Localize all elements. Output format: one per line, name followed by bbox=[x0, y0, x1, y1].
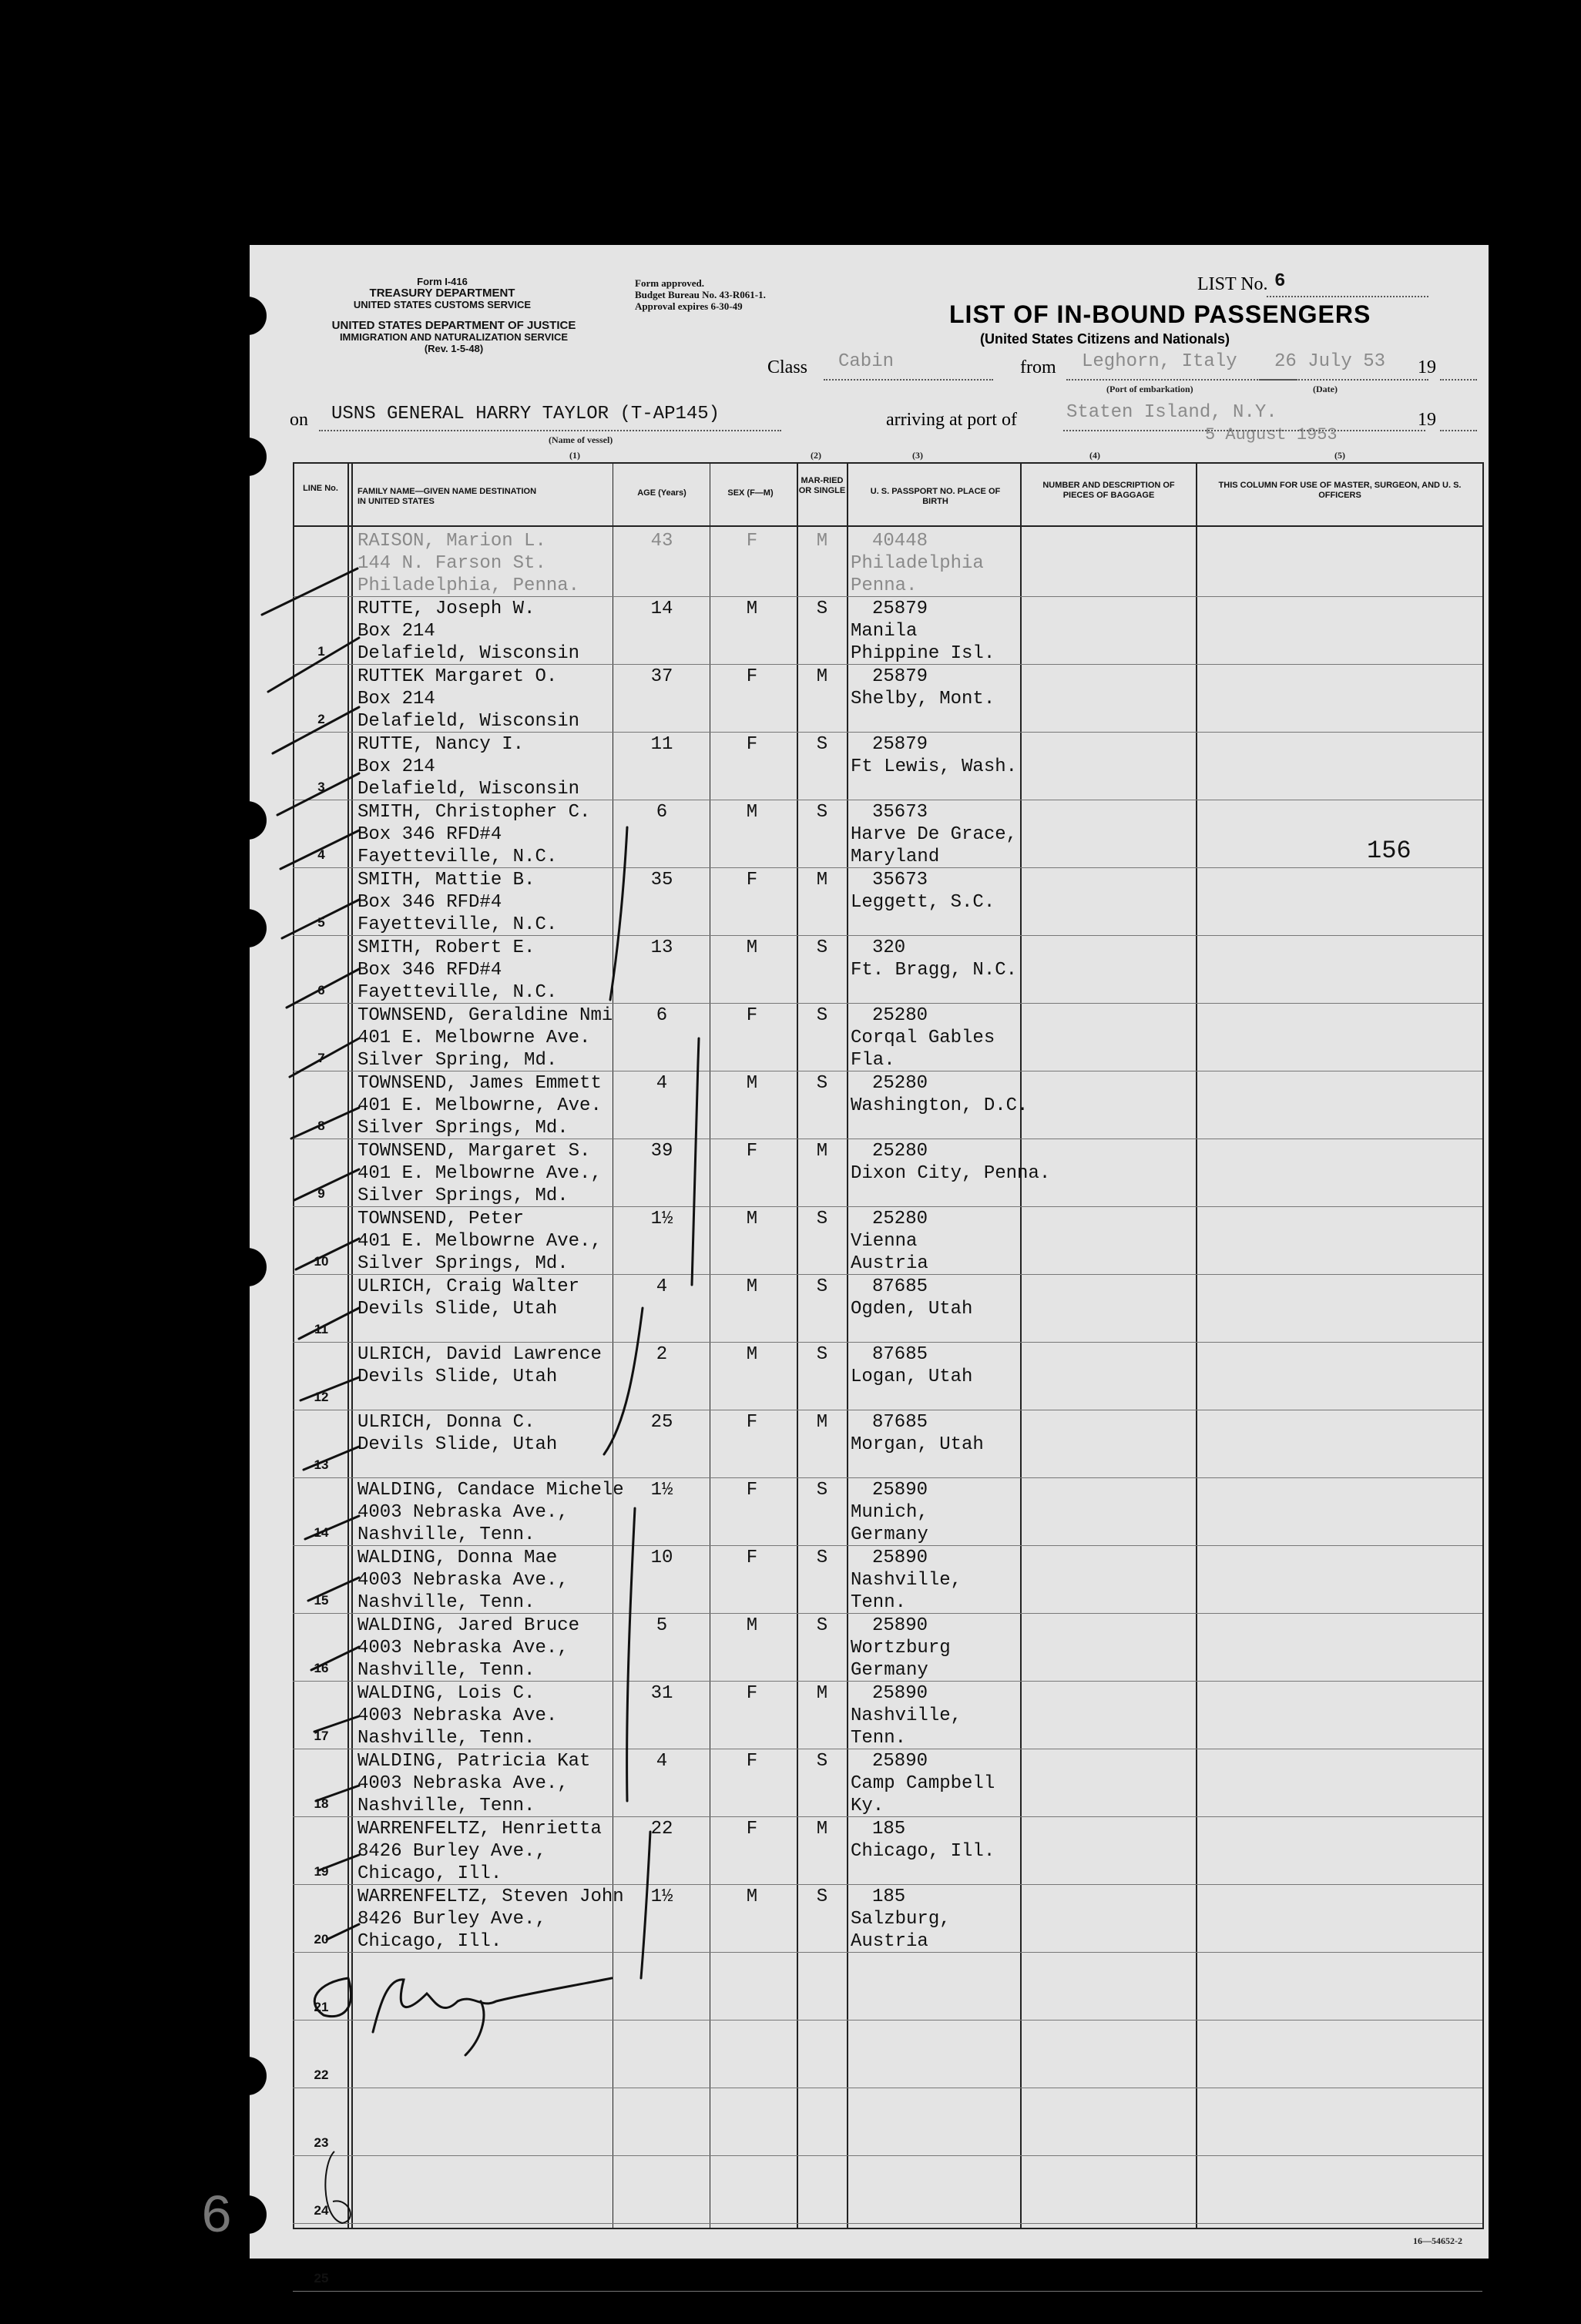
passenger-address: Box 346 RFD#4 bbox=[357, 824, 502, 845]
passport-number: 320 bbox=[872, 937, 906, 958]
passport-number: 35673 bbox=[872, 802, 928, 823]
list-no-label: LIST No. bbox=[1197, 274, 1268, 294]
birthplace: Tenn. bbox=[851, 1592, 907, 1613]
passenger-age: 39 bbox=[650, 1141, 673, 1162]
on-label: on bbox=[290, 410, 308, 430]
birthplace: Munich, bbox=[851, 1502, 928, 1523]
line-number: 13 bbox=[314, 1457, 329, 1472]
passenger-marital: S bbox=[816, 1886, 828, 1907]
birthplace: Harve De Grace, bbox=[851, 824, 1018, 845]
doj-block: UNITED STATES DEPARTMENT OF JUSTICE IMMIGRATION AND NATURALIZATION SERVICE (Rev. 1-5-48) bbox=[331, 319, 576, 354]
passport-number: 25280 bbox=[872, 1073, 928, 1094]
arrival-port: Staten Island, N.Y. bbox=[1066, 402, 1277, 423]
passenger-sex: F bbox=[746, 666, 758, 687]
date-caption: (Date) bbox=[1313, 384, 1338, 394]
passenger-marital: S bbox=[816, 1276, 828, 1297]
birthplace: Wortzburg bbox=[851, 1638, 951, 1658]
passenger-sex: M bbox=[746, 937, 758, 958]
passenger-address: Fayetteville, N.C. bbox=[357, 982, 558, 1003]
passenger-name: WALDING, Lois C. bbox=[357, 1683, 535, 1704]
from-label: from bbox=[1020, 357, 1056, 377]
passenger-address: 401 E. Melbowrne Ave. bbox=[357, 1028, 591, 1048]
passenger-name: TOWNSEND, Peter bbox=[357, 1209, 525, 1229]
vessel-name: USNS GENERAL HARRY TAYLOR (T-AP145) bbox=[331, 404, 720, 424]
class-value: Cabin bbox=[838, 351, 895, 372]
passport-number: 25890 bbox=[872, 1615, 928, 1636]
birthplace: Fla. bbox=[851, 1050, 895, 1071]
passenger-address: Silver Springs, Md. bbox=[357, 1118, 569, 1139]
birthplace: Camp Campbell bbox=[851, 1773, 995, 1794]
birthplace: Penna. bbox=[851, 575, 918, 596]
passenger-sex: F bbox=[746, 1683, 758, 1704]
birthplace: Austria bbox=[851, 1253, 928, 1274]
line-number: 14 bbox=[314, 1525, 329, 1540]
passenger-address: Nashville, Tenn. bbox=[357, 1592, 535, 1613]
passenger-sex: F bbox=[746, 1141, 758, 1162]
passenger-name: RUTTE, Nancy I. bbox=[357, 734, 525, 755]
col-name: FAMILY NAME—GIVEN NAME DESTINATION IN UNITED STATES bbox=[357, 487, 537, 506]
passenger-address: Chicago, Ill. bbox=[357, 1931, 502, 1952]
passenger-address: 401 E. Melbowrne, Ave. bbox=[357, 1095, 602, 1116]
passenger-address: Philadelphia, Penna. bbox=[357, 575, 580, 596]
passenger-marital: S bbox=[816, 1751, 828, 1772]
passenger-age: 1½ bbox=[650, 1886, 673, 1907]
passenger-address: Nashville, Tenn. bbox=[357, 1796, 535, 1816]
passenger-name: RUTTE, Joseph W. bbox=[357, 599, 535, 619]
birthplace: Ft Lewis, Wash. bbox=[851, 756, 1018, 777]
passenger-address: 401 E. Melbowrne Ave., bbox=[357, 1163, 602, 1184]
manifest-page: Form I-416 TREASURY DEPARTMENT UNITED STATES CUSTOMS SERVICE Form approved. Budget Bureau No. 43-R061-1. Approval expires 6-30-49 UNITED STATES DEPARTMENT OF JUSTICE IMMIGRATION AND NATURALIZATION SERVICE (Rev. 1-5-48) LIST No. 6 LIST OF IN-BOUND PASSENGERS (United States Citizens and Nationals) Class Cabin from Leghorn, Italy (Port of embarkation) 26 July 53 (Date) 19 on USNS GENERAL HARRY TAYLOR (T-AP145) (Name of vessel) arriving at port of Staten Island, N.Y. 5 August 1953 19 (1) (2) (3) (4) (5) LINE No. FAMILY NAME—GIVEN NAME DESTINATION IN UNITED STATES AGE (Years) SEX (F—M) MAR-RIED OR SINGLE U. S. PASSPORT NO. PLACE OF BIRTH NUMBER AND DESCRIPTION OF PIECES OF BAGGAGE THIS COLUMN FOR USE OF MASTER, SURGEON, AND U. S. OFFICERS RAISON, Marion L. 144 N. Farson St. Philadelphia, Penna. 43 F M 40448 Philadelphia Penna. 1 RUTTE, Joseph W. Box 214 Delafield, Wisconsin 14 M S 25879 Manila Phippine Isl. 2 RUTTEK Margaret O. Box 214 Delafield, Wisconsin 37 F M 25879 Shelby, Mont. 3 RUTTE, Nancy I. Box 214 Delafield, Wisconsin 11 F S 25879 Ft Lewis, Wash. 4 SMITH, Christopher C. Box 346 RFD#4 Fayetteville, N.C. 6 M S 35673 Harve De Grace, Maryland 5 SMITH, Mattie B. Box 346 RFD#4 Fayetteville, N.C. 35 F M 35673 Leggett, S.C. 6 SMITH, Robert E. Box 346 RFD#4 Fayetteville, N.C. 13 M S 320 Ft. Bragg, N.C. 7 TOWNSEND, Geraldine Nmi 401 E. Melbowrne Ave. Silver Spring, Md. 6 F S 25280 Corqal Gables Fla. 8 TOWNSEND, James Emmett 401 E. Melbowrne, Ave. Silver Springs, Md. 4 M S 25280 Washington, D.C. 9 TOWNSEND, Margaret S. 401 E. Melbowrne Ave., Silver Springs, Md. 39 F M 25280 Dixon City, Penna. 10 TOWNSEND, Peter 401 E. Melbowrne Ave., Silver Springs, Md. 1½ M S 25280 Vienna Austria 11 ULRICH, Craig Walter Devils Slide, Utah 4 M S 87685 Ogden, Utah 12 ULRICH, David Lawrence Devils Slide, Utah 2 M S 87685 Logan, Utah 13 ULRICH, Donna C. Devils Slide, Utah 25 F M 87685 Morgan, Utah 14 WALDING, Candace Michele 4003 Nebraska Ave., Nashville, Tenn. 1½ F S 25890 Munich, Germany 15 WALDING, Donna Mae 4003 Nebraska Ave., Nashville, Tenn. 10 F S 25890 Nashville, Tenn. 16 WALDING, Jared Bruce 4003 Nebraska Ave., Nashville, Tenn. 5 M S 25890 Wortzburg Germany 17 WALDING, Lois C. 4003 Nebraska Ave. Nashville, Tenn. 31 F M 25890 Nashville, Tenn. 18 WALDING, Patricia Kat 4003 Nebraska Ave., Nashville, Tenn. 4 F S 25890 Camp Campbell Ky. 19 WARRENFELTZ, Henrietta 8426 Burley Ave., Chicago, Ill. 22 F M 185 Chicago, Ill. 20 WARRENFELTZ, Steven John 8426 Burley Ave., Chicago, Ill. 1½ M S 185 Salzburg, Austria 21 22 23 24 25 156 16—54652-2 bbox=[250, 245, 1489, 2259]
passenger-marital: S bbox=[816, 1615, 828, 1636]
birthplace: Logan, Utah bbox=[851, 1367, 973, 1387]
approval-block: Form approved. Budget Bureau No. 43-R061-1. Approval expires 6-30-49 bbox=[635, 277, 766, 312]
birthplace: Phippine Isl. bbox=[851, 643, 995, 664]
passenger-age: 5 bbox=[656, 1615, 668, 1636]
arrival-date: 5 August 1953 bbox=[1205, 425, 1338, 444]
passenger-sex: F bbox=[746, 1480, 758, 1501]
form-footer: 16—54652-2 bbox=[1413, 2235, 1462, 2246]
birthplace: Ogden, Utah bbox=[851, 1299, 973, 1320]
line-number: 11 bbox=[314, 1322, 328, 1336]
passport-number: 87685 bbox=[872, 1412, 928, 1433]
passenger-name: SMITH, Mattie B. bbox=[357, 870, 535, 890]
form-number: Form I-416 bbox=[417, 276, 468, 287]
passenger-age: 35 bbox=[650, 870, 673, 890]
passenger-address: Fayetteville, N.C. bbox=[357, 847, 558, 867]
passenger-marital: M bbox=[816, 1141, 828, 1162]
birthplace: Nashville, bbox=[851, 1705, 962, 1726]
passenger-address: Delafield, Wisconsin bbox=[357, 643, 580, 664]
passenger-marital: M bbox=[816, 531, 828, 552]
line-number: 5 bbox=[317, 915, 325, 930]
passenger-age: 6 bbox=[656, 1005, 668, 1026]
passenger-name: TOWNSEND, Margaret S. bbox=[357, 1141, 591, 1162]
passenger-name: ULRICH, Donna C. bbox=[357, 1412, 535, 1433]
passenger-address: 4003 Nebraska Ave., bbox=[357, 1638, 569, 1658]
passenger-sex: F bbox=[746, 1751, 758, 1772]
binder-hole bbox=[228, 801, 267, 840]
birthplace: Austria bbox=[851, 1931, 928, 1952]
passenger-address: Silver Springs, Md. bbox=[357, 1253, 569, 1274]
passenger-age: 1½ bbox=[650, 1209, 673, 1229]
passenger-name: TOWNSEND, Geraldine Nmi bbox=[357, 1005, 613, 1026]
line-number: 22 bbox=[314, 2067, 329, 2082]
embarkation-date: 26 July 53 bbox=[1274, 351, 1386, 372]
passenger-sex: M bbox=[746, 599, 758, 619]
binder-hole bbox=[228, 2057, 267, 2095]
passenger-age: 4 bbox=[656, 1276, 668, 1297]
port-embark-caption: (Port of embarkation) bbox=[1106, 384, 1193, 394]
passenger-age: 4 bbox=[656, 1751, 668, 1772]
passport-number: 87685 bbox=[872, 1344, 928, 1365]
passenger-marital: S bbox=[816, 734, 828, 755]
passport-number: 35673 bbox=[872, 870, 928, 890]
passport-number: 185 bbox=[872, 1819, 906, 1839]
passenger-sex: M bbox=[746, 1615, 758, 1636]
birthplace: Salzburg, bbox=[851, 1909, 951, 1930]
passenger-age: 11 bbox=[650, 734, 673, 755]
passenger-name: ULRICH, Craig Walter bbox=[357, 1276, 580, 1297]
passenger-marital: S bbox=[816, 599, 828, 619]
line-number: 9 bbox=[317, 1186, 325, 1201]
passenger-age: 37 bbox=[650, 666, 673, 687]
passenger-address: Box 346 RFD#4 bbox=[357, 960, 502, 981]
passenger-sex: F bbox=[746, 734, 758, 755]
passport-number: 185 bbox=[872, 1886, 906, 1907]
passenger-address: Nashville, Tenn. bbox=[357, 1524, 535, 1545]
line-number: 20 bbox=[314, 1932, 329, 1947]
passenger-address: Nashville, Tenn. bbox=[357, 1660, 535, 1681]
passenger-age: 31 bbox=[650, 1683, 673, 1704]
passenger-name: ULRICH, David Lawrence bbox=[357, 1344, 602, 1365]
passenger-sex: M bbox=[746, 1209, 758, 1229]
binder-hole bbox=[228, 438, 267, 476]
line-number: 3 bbox=[317, 780, 325, 794]
passenger-sex: M bbox=[746, 1886, 758, 1907]
line-number: 16 bbox=[314, 1661, 329, 1675]
line-number: 21 bbox=[314, 2000, 329, 2014]
passenger-address: Silver Springs, Md. bbox=[357, 1185, 569, 1206]
passenger-marital: S bbox=[816, 802, 828, 823]
passenger-marital: S bbox=[816, 937, 828, 958]
passenger-address: Nashville, Tenn. bbox=[357, 1728, 535, 1749]
binder-hole bbox=[228, 909, 267, 947]
passenger-address: 8426 Burley Ave., bbox=[357, 1841, 546, 1862]
passenger-marital: S bbox=[816, 1480, 828, 1501]
passenger-name: SMITH, Robert E. bbox=[357, 937, 535, 958]
line-number: 7 bbox=[317, 1051, 325, 1065]
passport-number: 25890 bbox=[872, 1480, 928, 1501]
passenger-address: 4003 Nebraska Ave., bbox=[357, 1502, 569, 1523]
passenger-address: Box 214 bbox=[357, 689, 435, 709]
line-number: 19 bbox=[314, 1864, 329, 1879]
passport-number: 25890 bbox=[872, 1751, 928, 1772]
passenger-name: RAISON, Marion L. bbox=[357, 531, 546, 552]
passenger-marital: S bbox=[816, 1005, 828, 1026]
treasury-label: TREASURY DEPARTMENT bbox=[369, 287, 515, 300]
birthplace: Maryland bbox=[851, 847, 940, 867]
col-officers: THIS COLUMN FOR USE OF MASTER, SURGEON, AND U. S. OFFICERS bbox=[1218, 481, 1462, 500]
margin-mark: 6 bbox=[200, 2188, 233, 2249]
year-label: 19 bbox=[1418, 357, 1436, 377]
line-number: 2 bbox=[317, 712, 325, 726]
year-label-2: 19 bbox=[1418, 410, 1436, 430]
passport-number: 25890 bbox=[872, 1548, 928, 1568]
line-number: 23 bbox=[314, 2135, 329, 2150]
passenger-address: Fayetteville, N.C. bbox=[357, 914, 558, 935]
line-number: 1 bbox=[317, 644, 325, 659]
birthplace: Dixon City, Penna. bbox=[851, 1163, 1051, 1184]
line-number: 17 bbox=[314, 1729, 329, 1743]
vessel-caption: (Name of vessel) bbox=[549, 434, 613, 445]
passenger-marital: S bbox=[816, 1548, 828, 1568]
col-passport: U. S. PASSPORT NO. PLACE OF BIRTH bbox=[870, 487, 1001, 506]
officer-note: 156 bbox=[1367, 837, 1411, 865]
passenger-age: 1½ bbox=[650, 1480, 673, 1501]
passenger-address: Silver Spring, Md. bbox=[357, 1050, 558, 1071]
passenger-address: Devils Slide, Utah bbox=[357, 1434, 558, 1455]
col-age: AGE (Years) bbox=[637, 488, 686, 498]
passenger-address: Chicago, Ill. bbox=[357, 1863, 502, 1884]
passenger-sex: F bbox=[746, 1412, 758, 1433]
passenger-age: 25 bbox=[650, 1412, 673, 1433]
passenger-marital: M bbox=[816, 1412, 828, 1433]
birthplace: Nashville, bbox=[851, 1570, 962, 1591]
birthplace: Germany bbox=[851, 1524, 928, 1545]
passport-number: 87685 bbox=[872, 1276, 928, 1297]
passenger-address: 401 E. Melbowrne Ave., bbox=[357, 1231, 602, 1252]
line-number: 4 bbox=[317, 847, 325, 862]
passport-number: 25879 bbox=[872, 599, 928, 619]
birthplace: Ft. Bragg, N.C. bbox=[851, 960, 1018, 981]
binder-hole bbox=[228, 297, 267, 335]
passenger-age: 22 bbox=[650, 1819, 673, 1839]
passenger-marital: M bbox=[816, 666, 828, 687]
passenger-age: 14 bbox=[650, 599, 673, 619]
passenger-name: SMITH, Christopher C. bbox=[357, 802, 591, 823]
passenger-sex: M bbox=[746, 802, 758, 823]
passenger-age: 6 bbox=[656, 802, 668, 823]
binder-hole bbox=[228, 2195, 267, 2234]
passenger-sex: F bbox=[746, 870, 758, 890]
passenger-name: WALDING, Candace Michele bbox=[357, 1480, 624, 1501]
passenger-marital: S bbox=[816, 1344, 828, 1365]
passenger-address: 4003 Nebraska Ave., bbox=[357, 1570, 569, 1591]
birthplace: Ky. bbox=[851, 1796, 884, 1816]
line-number: 10 bbox=[314, 1254, 329, 1269]
passport-number: 25280 bbox=[872, 1141, 928, 1162]
passenger-address: 4003 Nebraska Ave., bbox=[357, 1773, 569, 1794]
passenger-sex: M bbox=[746, 1344, 758, 1365]
passenger-address: Devils Slide, Utah bbox=[357, 1299, 558, 1320]
passenger-marital: M bbox=[816, 1819, 828, 1839]
passenger-name: WARRENFELTZ, Steven John bbox=[357, 1886, 624, 1907]
handwritten-marks bbox=[250, 245, 1489, 2259]
passenger-address: 144 N. Farson St. bbox=[357, 553, 546, 574]
birthplace: Shelby, Mont. bbox=[851, 689, 995, 709]
passenger-name: WALDING, Jared Bruce bbox=[357, 1615, 580, 1636]
passenger-age: 4 bbox=[656, 1073, 668, 1094]
line-number: 15 bbox=[314, 1593, 329, 1608]
passenger-address: Box 214 bbox=[357, 756, 435, 777]
passenger-marital: S bbox=[816, 1073, 828, 1094]
list-no-value: 6 bbox=[1274, 271, 1286, 292]
passenger-address: Devils Slide, Utah bbox=[357, 1367, 558, 1387]
birthplace: Germany bbox=[851, 1660, 928, 1681]
passenger-address: Box 346 RFD#4 bbox=[357, 892, 502, 913]
customs-label: UNITED STATES CUSTOMS SERVICE bbox=[353, 299, 532, 310]
passenger-marital: S bbox=[816, 1209, 828, 1229]
passenger-age: 10 bbox=[650, 1548, 673, 1568]
passport-number: 25280 bbox=[872, 1005, 928, 1026]
birthplace: Philadelphia bbox=[851, 553, 984, 574]
line-number: 6 bbox=[317, 983, 325, 998]
arriving-label: arriving at port of bbox=[886, 410, 1017, 430]
passenger-address: Box 214 bbox=[357, 621, 435, 642]
passenger-name: TOWNSEND, James Emmett bbox=[357, 1073, 602, 1094]
page-title: LIST OF IN-BOUND PASSENGERS bbox=[949, 300, 1371, 328]
passenger-age: 13 bbox=[650, 937, 673, 958]
passenger-sex: M bbox=[746, 1073, 758, 1094]
passenger-marital: M bbox=[816, 870, 828, 890]
birthplace: Morgan, Utah bbox=[851, 1434, 984, 1455]
passenger-sex: F bbox=[746, 1005, 758, 1026]
line-number: 18 bbox=[314, 1796, 329, 1811]
binder-hole bbox=[228, 1248, 267, 1286]
row-divider bbox=[293, 2291, 1482, 2292]
passenger-address: 8426 Burley Ave., bbox=[357, 1909, 546, 1930]
passport-number: 25879 bbox=[872, 734, 928, 755]
line-number: 25 bbox=[314, 2271, 329, 2285]
passport-number: 40448 bbox=[872, 531, 928, 552]
col-married: MAR-RIED OR SINGLE bbox=[798, 476, 846, 495]
passenger-marital: M bbox=[816, 1683, 828, 1704]
col-line-no: LINE No. bbox=[303, 484, 338, 493]
line-number: 8 bbox=[317, 1118, 325, 1133]
class-label: Class bbox=[767, 357, 808, 377]
birthplace: Corqal Gables bbox=[851, 1028, 995, 1048]
page-subtitle: (United States Citizens and Nationals) bbox=[980, 331, 1230, 347]
passenger-address: Delafield, Wisconsin bbox=[357, 711, 580, 732]
passenger-sex: F bbox=[746, 1548, 758, 1568]
embarkation-port: Leghorn, Italy bbox=[1082, 351, 1237, 372]
passport-number: 25890 bbox=[872, 1683, 928, 1704]
passenger-name: WALDING, Patricia Kat bbox=[357, 1751, 591, 1772]
passenger-sex: F bbox=[746, 531, 758, 552]
birthplace: Manila bbox=[851, 621, 918, 642]
col-baggage: NUMBER AND DESCRIPTION OF PIECES OF BAGGAGE bbox=[1042, 481, 1175, 500]
passenger-name: RUTTEK Margaret O. bbox=[357, 666, 558, 687]
passport-number: 25879 bbox=[872, 666, 928, 687]
passenger-name: WARRENFELTZ, Henrietta bbox=[357, 1819, 602, 1839]
passenger-age: 43 bbox=[650, 531, 673, 552]
birthplace: Washington, D.C. bbox=[851, 1095, 1029, 1116]
birthplace: Vienna bbox=[851, 1231, 918, 1252]
col-sex: SEX (F—M) bbox=[727, 488, 774, 498]
passenger-address: 4003 Nebraska Ave. bbox=[357, 1705, 558, 1726]
birthplace: Chicago, Ill. bbox=[851, 1841, 995, 1862]
line-number: 12 bbox=[314, 1390, 329, 1404]
passenger-sex: F bbox=[746, 1819, 758, 1839]
passenger-address: Delafield, Wisconsin bbox=[357, 779, 580, 800]
passenger-name: WALDING, Donna Mae bbox=[357, 1548, 558, 1568]
birthplace: Tenn. bbox=[851, 1728, 907, 1749]
line-number: 24 bbox=[314, 2203, 329, 2218]
passenger-age: 2 bbox=[656, 1344, 668, 1365]
passenger-sex: M bbox=[746, 1276, 758, 1297]
passport-number: 25280 bbox=[872, 1209, 928, 1229]
birthplace: Leggett, S.C. bbox=[851, 892, 995, 913]
